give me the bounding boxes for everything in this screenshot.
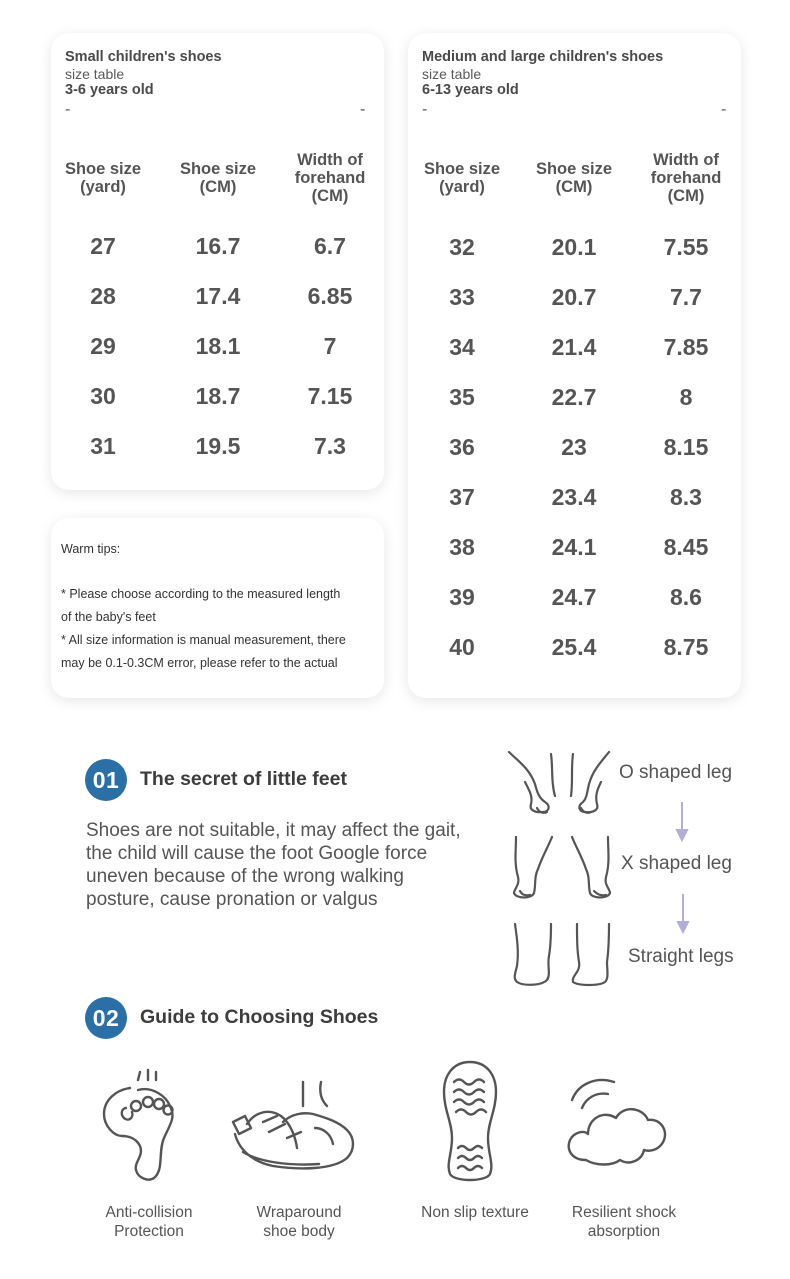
warm-tips-line: may be 0.1-0.3CM error, please refer to the actual: [61, 655, 338, 670]
divider-mark: -: [721, 101, 727, 118]
table-cell: 17.4: [195, 283, 241, 309]
warm-tips-line: * Please choose according to the measured length: [61, 587, 341, 602]
warm-tips-text: [61, 538, 381, 674]
table-cell: 22.7: [551, 384, 597, 410]
small-table-title: Small children's shoes: [65, 49, 222, 65]
table-cell: 38: [449, 534, 475, 560]
table-cell: 24.7: [551, 584, 597, 610]
table-cell: 7.55: [663, 234, 709, 260]
straight-legs-icon: [507, 920, 617, 990]
x-shaped-leg-icon: [508, 833, 618, 903]
column-header: Shoe size (yard): [423, 160, 501, 196]
section-description: Shoes are not suitable, it may affect the gait, the child will cause the foot Google force uneven because of the wrong walking posture, cause pronation or valgus: [86, 820, 461, 910]
table-cell: 32: [449, 234, 475, 260]
column-header: Width of forehand (CM): [650, 151, 722, 205]
section-title: The secret of little feet: [140, 768, 347, 790]
column-header: Shoe size (CM): [179, 160, 257, 196]
divider-mark: -: [360, 101, 366, 118]
table-cell: 8: [679, 384, 693, 410]
small-table-header: [65, 49, 222, 98]
toe-protection-icon: [100, 1066, 190, 1184]
table-cell: 34: [449, 334, 475, 360]
section-number-badge: 02: [85, 997, 127, 1039]
arrow-down-icon: [676, 892, 690, 934]
section-number-badge: 01: [85, 759, 127, 801]
table-cell: 35: [449, 384, 475, 410]
table-cell: 8.75: [663, 634, 709, 660]
small-table-subtitle: size table: [65, 65, 125, 82]
table-cell: 7.3: [314, 433, 346, 459]
small-table-age: 3-6 years old: [65, 81, 154, 98]
table-cell: 28: [90, 283, 116, 309]
table-cell: 40: [449, 634, 475, 660]
table-cell: 8.15: [663, 434, 709, 460]
table-cell: 20.1: [551, 234, 597, 260]
feature-label: Anti-collision Protection: [105, 1204, 193, 1240]
table-cell: 7.15: [307, 383, 353, 409]
warm-tips-card: [51, 518, 384, 698]
table-cell: 16.7: [195, 233, 241, 259]
table-cell: 8.45: [663, 534, 709, 560]
table-cell: 31: [90, 433, 116, 459]
table-cell: 23.4: [551, 484, 597, 510]
table-cell: 24.1: [551, 534, 597, 560]
feature-label: Wraparound shoe body: [256, 1204, 342, 1240]
table-cell: 18.7: [195, 383, 241, 409]
table-cell: 23: [561, 434, 587, 460]
small-size-table: [51, 33, 384, 490]
table-cell: 20.7: [551, 284, 597, 310]
section-title: Guide to Choosing Shoes: [140, 1006, 379, 1028]
table-cell: 33: [449, 284, 475, 310]
column-header: Width of forehand (CM): [294, 151, 366, 205]
table-cell: 19.5: [195, 433, 241, 459]
arrow-down-icon: [675, 800, 689, 842]
large-table-subtitle: size table: [422, 65, 482, 82]
leg-type-label: X shaped leg: [621, 853, 732, 874]
table-cell: 27: [90, 233, 116, 259]
table-cell: 7.7: [670, 284, 702, 310]
table-cell: 8.3: [670, 484, 702, 510]
warm-tips-line: * All size information is manual measurement, there: [61, 632, 346, 647]
cloud-icon: [564, 1074, 668, 1174]
feature-label: Resilient shock absorption: [571, 1204, 677, 1240]
table-cell: 30: [90, 383, 116, 409]
table-cell: 7.85: [663, 334, 709, 360]
table-cell: 39: [449, 584, 475, 610]
divider-mark: -: [65, 101, 71, 118]
table-cell: 36: [449, 434, 475, 460]
sole-icon: [440, 1060, 500, 1184]
column-header: Shoe size (CM): [535, 160, 613, 196]
o-shaped-leg-icon: [505, 748, 615, 823]
large-table-header: [422, 49, 663, 98]
warm-tips-heading: Warm tips:: [61, 542, 121, 556]
large-table-title: Medium and large children's shoes: [422, 49, 664, 65]
table-cell: 25.4: [551, 634, 597, 660]
feature-label: Non slip texture: [421, 1204, 529, 1221]
table-cell: 7: [323, 333, 337, 359]
table-cell: 6.85: [307, 283, 353, 309]
leg-type-label: O shaped leg: [619, 762, 733, 783]
large-table-age: 6-13 years old: [422, 81, 519, 98]
table-cell: 18.1: [195, 333, 241, 359]
column-header: Shoe size (yard): [64, 160, 142, 196]
leg-type-label: Straight legs: [628, 946, 734, 967]
large-size-table: [408, 33, 741, 698]
table-cell: 6.7: [314, 233, 346, 259]
warm-tips-line: of the baby's feet: [61, 610, 156, 625]
table-cell: 8.6: [670, 584, 702, 610]
sandal-icon: [229, 1078, 359, 1178]
table-cell: 37: [449, 484, 475, 510]
table-cell: 29: [90, 333, 116, 359]
table-cell: 21.4: [551, 334, 597, 360]
divider-mark: -: [422, 101, 428, 118]
